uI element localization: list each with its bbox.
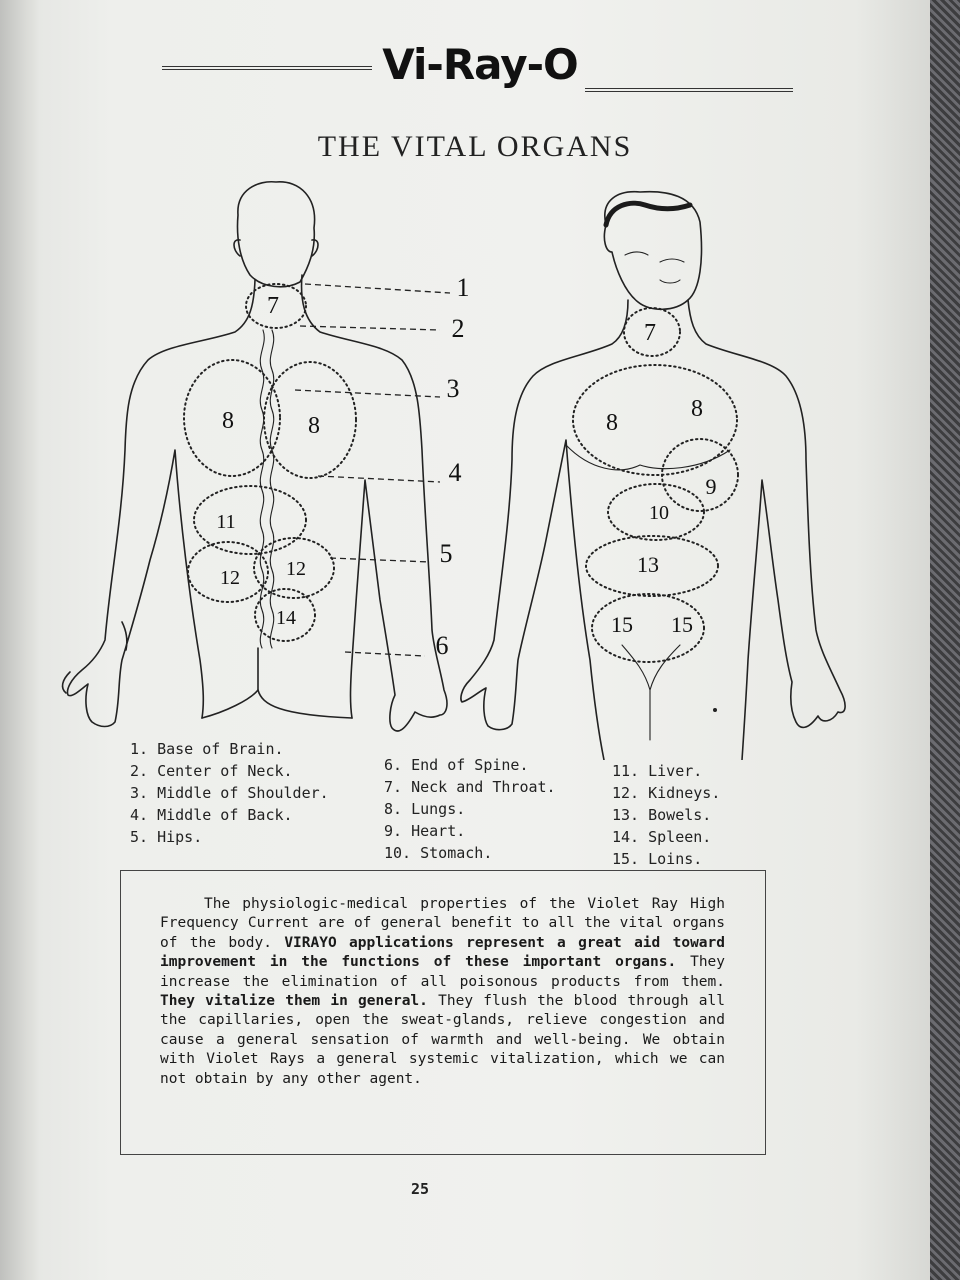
front-region-label: 7: [644, 320, 656, 346]
pointer-label: 6: [435, 631, 449, 660]
front-figure-body: [461, 300, 845, 760]
body-text: They flush the blood through all the capillaries, open the sweat-glands, relieve congestion and cause a general sensation of warmth and well-being. We obtain with Violet Rays a general systemic vitalization, which we can not obtain by any other agent.: [160, 993, 725, 1087]
legend-item: 14. Spleen.: [612, 828, 712, 846]
body-text: The physiologic-medical properties of the Violet Ray High Frequency Current are of general benefit to all the vital organs of the body.: [160, 896, 725, 951]
pointer-label: 5: [439, 539, 453, 568]
back-region-label: 8: [308, 413, 320, 439]
pointer-line-1: [305, 284, 450, 293]
legend-item: 15. Loins.: [612, 850, 703, 868]
front-region-label: 10: [649, 502, 669, 524]
legend-item: 13. Bowels.: [612, 806, 712, 824]
front-region-label: 8: [606, 410, 618, 436]
pointer-line-3: [295, 390, 440, 397]
pointer-line-2: [300, 326, 440, 330]
front-region-label: 8: [691, 396, 703, 422]
legend-item: 4. Middle of Back.: [130, 806, 293, 824]
legend-item: 1. Base of Brain.: [130, 740, 284, 758]
legend-item: 6. End of Spine.: [384, 756, 529, 774]
back-region-label: 14: [276, 607, 296, 629]
pointer-label: 4: [448, 458, 462, 487]
pointer-line-6: [345, 652, 425, 656]
pointer-label: 1: [456, 273, 470, 302]
legend-item: 10. Stomach.: [384, 844, 493, 862]
body-text: They increase the elimination of all poisonous products from them.: [160, 954, 726, 990]
front-region-label: 13: [637, 552, 659, 577]
legend-item: 3. Middle of Shoulder.: [130, 784, 329, 802]
legend-column-2: [384, 754, 556, 864]
legend-item: 11. Liver.: [612, 762, 703, 780]
page-number: 25: [410, 1180, 430, 1198]
front-region-8: [573, 365, 737, 475]
back-region-label: 11: [216, 511, 236, 533]
pointer-label: 3: [446, 374, 460, 403]
body-text-bold: They vitalize them in general.: [160, 993, 428, 1010]
legend-item: 8. Lungs.: [384, 800, 466, 818]
legend-column-1: [130, 738, 329, 848]
body-paragraph: [160, 895, 725, 1089]
back-figure-head: [238, 182, 315, 287]
pointer-line-4: [318, 476, 440, 482]
back-region-label: 12: [220, 567, 240, 589]
back-region-label: 8: [222, 408, 234, 434]
page-title: THE VITAL ORGANS: [317, 130, 633, 163]
back-region-11: [194, 486, 306, 554]
front-region-label: 15: [611, 612, 633, 637]
legend-item: 5. Hips.: [130, 828, 203, 846]
legend-column-3: [612, 760, 720, 870]
pointer-label: 2: [451, 314, 465, 343]
legend-item: 2. Center of Neck.: [130, 762, 293, 780]
pointer-line-5: [330, 558, 430, 562]
fabric-background: [930, 0, 960, 1280]
legend-item: 9. Heart.: [384, 822, 466, 840]
back-region-label: 12: [286, 558, 306, 580]
body-text-bold: VIRAYO applications represent a great aid toward improvement in the functions of these important organs.: [160, 934, 725, 971]
back-region-label: 7: [267, 293, 279, 319]
front-region-label: 9: [705, 474, 717, 499]
brand-logo: Vi-Ray-O: [382, 40, 578, 89]
legend-item: 7. Neck and Throat.: [384, 778, 556, 796]
front-region-label: 15: [671, 612, 693, 637]
legend-item: 12. Kidneys.: [612, 784, 721, 802]
